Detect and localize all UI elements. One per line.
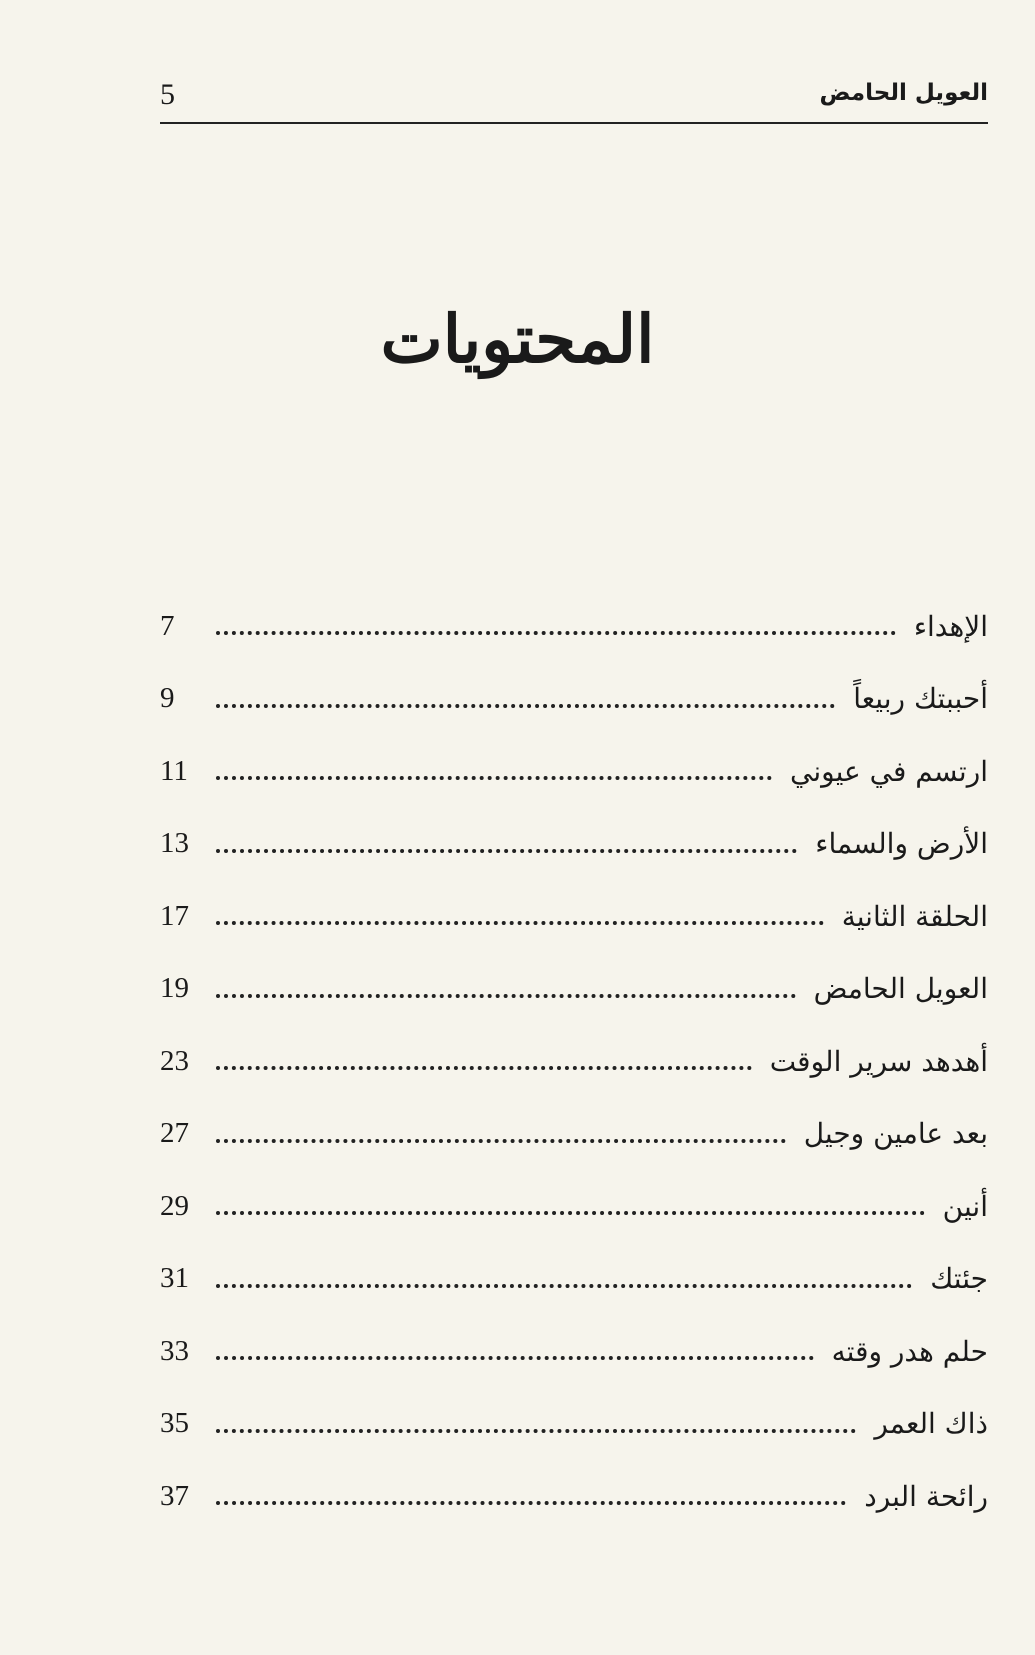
leader-dots [216, 631, 896, 635]
toc-entry-page: 35 [160, 1407, 189, 1440]
toc-entry-title: أهدهد سرير الوقت [769, 1044, 988, 1078]
leader-dots [216, 921, 824, 925]
toc-entry-page: 11 [160, 754, 188, 787]
toc-entry-page: 23 [160, 1044, 189, 1077]
toc-entry-page: 17 [160, 899, 189, 932]
toc-entry-title: رائحة البرد [864, 1479, 988, 1513]
leader-dots [216, 1284, 912, 1288]
toc-entry-title: الحلقة الثانية [841, 899, 988, 933]
toc-entry [160, 880, 988, 953]
toc-entry-page: 13 [160, 827, 189, 860]
toc-list [160, 590, 988, 1533]
toc-entry-title: ارتسم في عيوني [790, 754, 988, 788]
leader-dots [216, 1429, 856, 1433]
toc-entry [160, 663, 988, 736]
leader-dots [216, 1066, 752, 1070]
toc-entry [160, 1460, 988, 1533]
toc-entry [160, 1170, 988, 1243]
toc-entry-page: 33 [160, 1334, 189, 1367]
toc-entry [160, 1388, 988, 1461]
leader-dots [216, 1139, 786, 1143]
toc-entry [160, 1098, 988, 1171]
toc-entry-title: أحببتك ربيعاً [853, 682, 988, 716]
toc-entry [160, 1243, 988, 1316]
toc-entry-title: أنين [942, 1189, 988, 1223]
toc-entry-page: 31 [160, 1262, 189, 1295]
toc-entry-page: 7 [160, 609, 175, 642]
toc-entry-page: 27 [160, 1117, 189, 1150]
toc-entry-page: 19 [160, 972, 189, 1005]
toc-entry-title: العويل الحامض [813, 972, 988, 1006]
toc-entry-title: جئتك [930, 1262, 988, 1296]
toc-entry-page: 37 [160, 1479, 189, 1512]
leader-dots [216, 1356, 814, 1360]
leader-dots [216, 704, 835, 708]
toc-entry [160, 808, 988, 881]
toc-entry-title: بعد عامين وجيل [803, 1117, 988, 1151]
toc-entry [160, 590, 988, 663]
page-header [160, 70, 988, 124]
toc-entry [160, 953, 988, 1026]
toc-entry-title: الأرض والسماء [815, 827, 988, 861]
toc-entry-title: الإهداء [913, 609, 988, 643]
leader-dots [216, 849, 797, 853]
toc-entry [160, 735, 988, 808]
toc-entry-page: 9 [160, 682, 175, 715]
toc-entry-page: 29 [160, 1189, 189, 1222]
toc-heading: المحتويات [380, 300, 655, 378]
page-number: 5 [160, 78, 175, 111]
toc-entry [160, 1025, 988, 1098]
running-head: العويل الحامض [819, 80, 988, 106]
toc-entry-title: حلم هدر وقته [831, 1334, 988, 1368]
leader-dots [216, 1211, 925, 1215]
leader-dots [216, 994, 796, 998]
leader-dots [216, 1501, 846, 1505]
leader-dots [216, 776, 772, 780]
toc-entry [160, 1315, 988, 1388]
toc-entry-title: ذاك العمر [874, 1407, 988, 1441]
